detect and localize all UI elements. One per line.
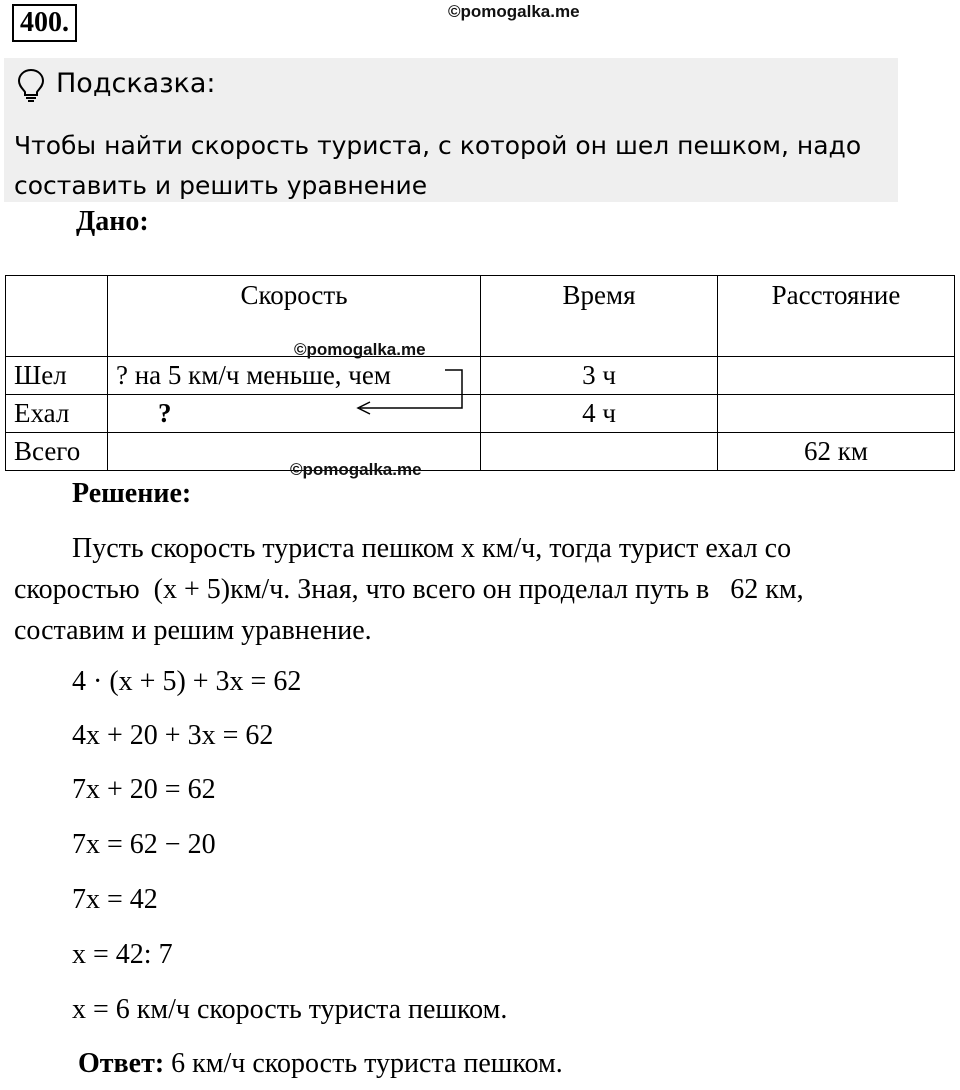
given-table — [5, 275, 955, 471]
equation-line: 4 · (x + 5) + 3x = 62 — [72, 666, 302, 697]
table-row — [6, 395, 955, 433]
solution-paragraph — [14, 528, 954, 651]
table-cell: 62 км — [718, 433, 955, 471]
table-cell — [481, 433, 718, 471]
equation-line: 7x + 20 = 62 — [72, 774, 216, 805]
watermark: ©pomogalka.me — [294, 340, 426, 359]
table-header-cell — [6, 276, 108, 357]
table-cell: Всего — [6, 433, 108, 471]
given-label: Дано: — [76, 206, 149, 237]
problem-number: 400. — [12, 4, 77, 42]
solution-line: составим и решим уравнение. — [14, 615, 372, 646]
table-header-row — [6, 276, 955, 357]
table-header-cell: Скорость — [108, 276, 481, 357]
table-cell: ? — [108, 395, 481, 433]
equation-line: x = 6 км/ч скорость туриста пешком. — [72, 994, 508, 1025]
equation-line: 4x + 20 + 3x = 62 — [72, 720, 274, 751]
watermark: ©pomogalka.me — [448, 2, 580, 21]
table-cell — [718, 395, 955, 433]
table-row — [6, 433, 955, 471]
table-cell: Шел — [6, 357, 108, 395]
solution-label: Решение: — [72, 478, 192, 509]
comparison-arrow-icon — [340, 364, 470, 424]
hint-box — [4, 58, 898, 202]
table-header-cell: Расстояние — [718, 276, 955, 357]
answer-text: 6 км/ч скорость туриста пешком. — [171, 1048, 563, 1079]
hint-title: Подсказка: — [56, 68, 216, 99]
lightbulb-icon — [16, 68, 46, 106]
hint-text-line: составить и решить уравнение — [14, 171, 428, 200]
table-cell: ? на 5 км/ч меньше, чем — [108, 357, 481, 395]
solution-line: Пусть скорость туриста пешком x км/ч, тогда турист ехал со — [72, 533, 792, 564]
table-row — [6, 357, 955, 395]
watermark: ©pomogalka.me — [290, 460, 422, 479]
table-cell: Ехал — [6, 395, 108, 433]
table-cell — [718, 357, 955, 395]
answer-label: Ответ: — [78, 1048, 165, 1079]
equation-line: 7x = 62 − 20 — [72, 829, 216, 860]
table-cell: 3 ч — [481, 357, 718, 395]
equation-line: 7x = 42 — [72, 884, 158, 915]
equation-line: x = 42: 7 — [72, 939, 173, 970]
table-cell: 4 ч — [481, 395, 718, 433]
hint-text-line: Чтобы найти скорость туриста, с которой он шел пешком, надо — [14, 131, 862, 160]
hint-text — [14, 126, 894, 206]
answer — [78, 1048, 563, 1080]
solution-line: скоростью (x + 5)км/ч. Зная, что всего он проделал путь в 62 км, — [14, 574, 804, 605]
table-header-cell: Время — [481, 276, 718, 357]
